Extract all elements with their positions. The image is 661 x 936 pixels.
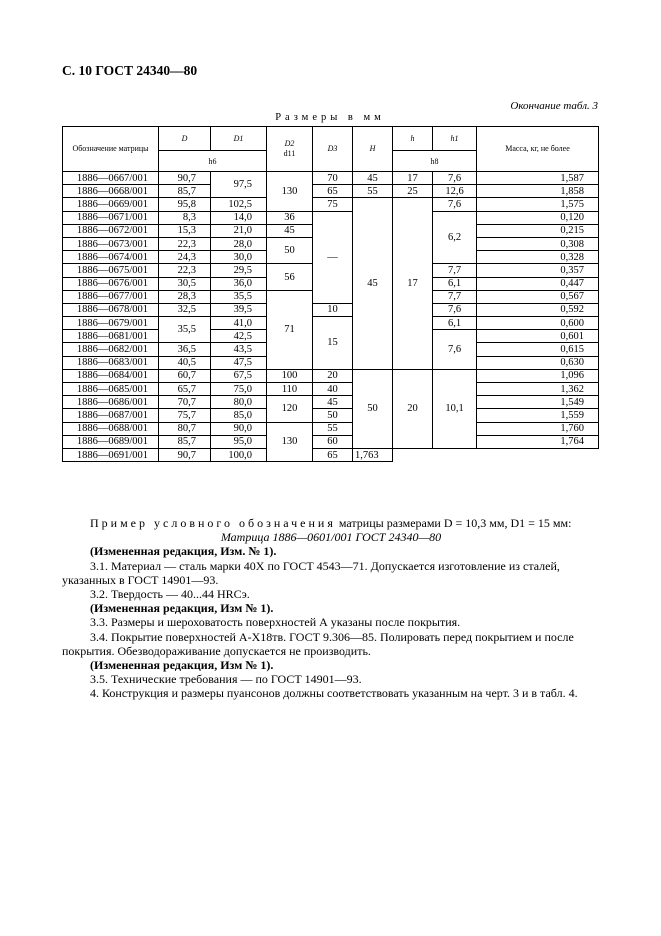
D2-cell: 45 — [267, 224, 313, 237]
D1-cell: 14,0 — [211, 211, 267, 224]
designation-cell: 1886—0667/001 — [63, 172, 159, 185]
H-cell: 45 — [353, 172, 393, 185]
D3-cell: 45 — [313, 396, 353, 409]
header-H: H — [353, 127, 393, 172]
D1-cell: 47,5 — [211, 356, 267, 369]
D1-cell: 67,5 — [211, 369, 267, 382]
page-title: С. 10 ГОСТ 24340—80 — [62, 63, 198, 78]
mass-cell: 0,601 — [477, 330, 599, 343]
header-D2-tolerance: d11 — [283, 149, 296, 158]
D-cell: 70,7 — [159, 396, 211, 409]
designation-cell: 1886—0681/001 — [63, 330, 159, 343]
h1-cell: 10,1 — [433, 369, 477, 448]
header-D3: D3 — [313, 127, 353, 172]
D1-cell: 39,5 — [211, 303, 267, 316]
D-cell: 8,3 — [159, 211, 211, 224]
designation-cell: 1886—0671/001 — [63, 211, 159, 224]
D1-cell: 36,0 — [211, 277, 267, 290]
D2-cell: 100 — [267, 369, 313, 382]
D1-cell: 30,0 — [211, 251, 267, 264]
table-row — [63, 185, 599, 198]
D-cell: 35,5 — [159, 317, 211, 343]
D3-cell: 60 — [313, 435, 353, 448]
table-row — [63, 448, 599, 461]
D3-cell: 10 — [313, 303, 353, 316]
D3-cell: 15 — [313, 317, 353, 370]
D1-cell: 102,5 — [211, 198, 267, 211]
mass-cell: 1,096 — [477, 369, 599, 382]
h1-cell: 6,1 — [433, 277, 477, 290]
designation-cell: 1886—0669/001 — [63, 198, 159, 211]
h1-cell: 7,6 — [433, 303, 477, 316]
table-row — [63, 422, 599, 435]
H-cell: 50 — [353, 369, 393, 448]
designation-cell: 1886—0672/001 — [63, 224, 159, 237]
header-tolerance-h6: h6 — [159, 151, 267, 172]
h-cell: 17 — [393, 172, 433, 185]
mass-cell: 1,763 — [353, 448, 393, 461]
revision-note-1: (Измененная редакция, Изм. № 1). — [90, 544, 277, 559]
table-row — [63, 211, 599, 224]
D1-cell: 28,0 — [211, 237, 267, 250]
mass-cell: 0,357 — [477, 264, 599, 277]
D-cell: 36,5 — [159, 343, 211, 356]
mass-cell: 1,760 — [477, 422, 599, 435]
h-cell: 20 — [393, 369, 433, 448]
designation-cell: 1886—0687/001 — [63, 409, 159, 422]
table-row — [63, 317, 599, 330]
mass-cell: 1,587 — [477, 172, 599, 185]
revision-note-3: (Измененная редакция, Изм № 1). — [90, 658, 274, 673]
table-row — [63, 303, 599, 316]
h-cell: 17 — [393, 198, 433, 369]
H-cell: 45 — [353, 198, 393, 369]
mass-cell: 1,764 — [477, 435, 599, 448]
mass-cell: 0,215 — [477, 224, 599, 237]
D-cell: 75,7 — [159, 409, 211, 422]
designation-cell: 1886—0668/001 — [63, 185, 159, 198]
table-row — [63, 396, 599, 409]
D2-cell: 36 — [267, 211, 313, 224]
mass-cell: 0,447 — [477, 277, 599, 290]
mass-cell: 1,858 — [477, 185, 599, 198]
designation-cell: 1886—0678/001 — [63, 303, 159, 316]
header-D1: D1 — [211, 127, 267, 151]
D3-cell: 70 — [313, 172, 353, 185]
D1-cell: 43,5 — [211, 343, 267, 356]
mass-cell: 1,549 — [477, 396, 599, 409]
D-cell: 15,3 — [159, 224, 211, 237]
dimensions-table — [62, 126, 599, 462]
D-cell: 22,3 — [159, 237, 211, 250]
D1-cell: 41,0 — [211, 317, 267, 330]
table-row — [63, 369, 599, 382]
designation-cell: 1886—0677/001 — [63, 290, 159, 303]
D3-cell: 65 — [313, 448, 353, 461]
header-h1: h1 — [433, 127, 477, 151]
table-row — [63, 409, 599, 422]
D2-cell: 120 — [267, 396, 313, 422]
header-mass: Масса, кг, не более — [477, 127, 599, 172]
H-cell: 55 — [353, 185, 393, 198]
D1-cell: 100,0 — [211, 448, 267, 461]
designation-cell: 1886—0686/001 — [63, 396, 159, 409]
header-D2: D2 d11 — [267, 127, 313, 172]
h-cell: 25 — [393, 185, 433, 198]
D2-cell: 56 — [267, 264, 313, 290]
D-cell: 32,5 — [159, 303, 211, 316]
h1-cell: 6,1 — [433, 317, 477, 330]
h1-cell: 12,6 — [433, 185, 477, 198]
h1-cell: 7,7 — [433, 264, 477, 277]
mass-cell: 1,559 — [477, 409, 599, 422]
example-line — [62, 516, 600, 530]
clause-4: 4. Конструкция и размеры пуансонов должны соответствовать указанным на черт. 3 и в табл. 4. — [90, 686, 578, 701]
dimensions-header: Размеры в мм — [275, 112, 385, 123]
mass-cell: 1,362 — [477, 383, 599, 396]
D-cell: 90,7 — [159, 448, 211, 461]
mass-cell: 0,615 — [477, 343, 599, 356]
h1-cell: 7,6 — [433, 198, 477, 211]
D1-cell: 90,0 — [211, 422, 267, 435]
D-cell: 65,7 — [159, 383, 211, 396]
D1-cell: 42,5 — [211, 330, 267, 343]
header-h: h — [393, 127, 433, 151]
D-cell: 95,8 — [159, 198, 211, 211]
D-cell: 85,7 — [159, 185, 211, 198]
D2-cell: 71 — [267, 290, 313, 369]
text-block — [62, 516, 600, 701]
D3-cell: 40 — [313, 383, 353, 396]
table-row — [63, 435, 599, 448]
D2-cell: 110 — [267, 383, 313, 396]
D1-cell: 85,0 — [211, 409, 267, 422]
D2-cell: 50 — [267, 237, 313, 263]
h1-cell: 7,7 — [433, 290, 477, 303]
h1-cell: 7,6 — [433, 172, 477, 185]
D1-cell: 29,5 — [211, 264, 267, 277]
clause-3-3: 3.3. Размеры и шероховатость поверхностей А указаны после покрытия. — [90, 615, 461, 630]
D1-cell: 21,0 — [211, 224, 267, 237]
example-designation: Матрица 1886—0601/001 ГОСТ 24340—80 — [220, 530, 442, 545]
designation-cell: 1886—0684/001 — [63, 369, 159, 382]
D1-cell: 97,5 — [211, 172, 267, 198]
header-tolerance-h8: h8 — [393, 151, 477, 172]
D2-cell: 130 — [267, 172, 313, 212]
designation-cell: 1886—0682/001 — [63, 343, 159, 356]
D3-cell: 55 — [313, 422, 353, 435]
example-body: матрицы размерами D = 10,3 мм, D1 = 15 мм: — [338, 516, 572, 530]
designation-cell: 1886—0685/001 — [63, 383, 159, 396]
D1-cell: 75,0 — [211, 383, 267, 396]
mass-cell: 0,592 — [477, 303, 599, 316]
D3-cell: 75 — [313, 198, 353, 211]
h1-cell: 6,2 — [433, 211, 477, 264]
mass-cell: 0,630 — [477, 356, 599, 369]
D-cell: 90,7 — [159, 172, 211, 185]
D3-cell: — — [313, 211, 353, 303]
designation-cell: 1886—0688/001 — [63, 422, 159, 435]
clause-3-5: 3.5. Технические требования — по ГОСТ 14901—93. — [90, 672, 362, 687]
D3-cell: 20 — [313, 369, 353, 382]
table-row — [63, 172, 599, 185]
D1-cell: 95,0 — [211, 435, 267, 448]
table-row — [63, 198, 599, 211]
mass-cell: 0,120 — [477, 211, 599, 224]
designation-cell: 1886—0674/001 — [63, 251, 159, 264]
D-cell: 80,7 — [159, 422, 211, 435]
D-cell: 24,3 — [159, 251, 211, 264]
D3-cell: 50 — [313, 409, 353, 422]
designation-cell: 1886—0673/001 — [63, 237, 159, 250]
table-caption: Окончание табл. 3 — [510, 100, 598, 112]
clause-3-4: 3.4. Покрытие поверхностей А-Х18тв. ГОСТ 9.306—85. Полировать перед покрытием и после покрытия. Обезводораживание допускается не производить. — [62, 629, 574, 658]
D3-cell: 65 — [313, 185, 353, 198]
header-designation: Обозначение матрицы — [63, 127, 159, 172]
D-cell: 60,7 — [159, 369, 211, 382]
D1-cell: 35,5 — [211, 290, 267, 303]
D-cell: 85,7 — [159, 435, 211, 448]
D-cell: 22,3 — [159, 264, 211, 277]
revision-note-2: (Измененная редакция, Изм № 1). — [90, 601, 274, 616]
D1-cell: 80,0 — [211, 396, 267, 409]
D-cell: 28,3 — [159, 290, 211, 303]
designation-cell: 1886—0689/001 — [63, 435, 159, 448]
designation-cell: 1886—0679/001 — [63, 317, 159, 330]
designation-cell: 1886—0675/001 — [63, 264, 159, 277]
clause-3-2: 3.2. Твердость — 40...44 HRCэ. — [90, 587, 250, 602]
D-cell: 30,5 — [159, 277, 211, 290]
h1-cell: 7,6 — [433, 330, 477, 370]
example-prefix: Пример условного обозначения — [90, 516, 336, 530]
mass-cell: 0,567 — [477, 290, 599, 303]
clause-3-1: 3.1. Материал — сталь марки 40Х по ГОСТ 4543—71. Допускается изготовление из сталей, указанных в ГОСТ 14901—93. — [62, 558, 560, 587]
mass-cell: 0,328 — [477, 251, 599, 264]
designation-cell: 1886—0676/001 — [63, 277, 159, 290]
table-row — [63, 383, 599, 396]
mass-cell: 0,308 — [477, 237, 599, 250]
designation-cell: 1886—0691/001 — [63, 448, 159, 461]
mass-cell: 0,600 — [477, 317, 599, 330]
header-D: D — [159, 127, 211, 151]
D2-cell: 130 — [267, 422, 313, 462]
D-cell: 40,5 — [159, 356, 211, 369]
designation-cell: 1886—0683/001 — [63, 356, 159, 369]
mass-cell: 1,575 — [477, 198, 599, 211]
